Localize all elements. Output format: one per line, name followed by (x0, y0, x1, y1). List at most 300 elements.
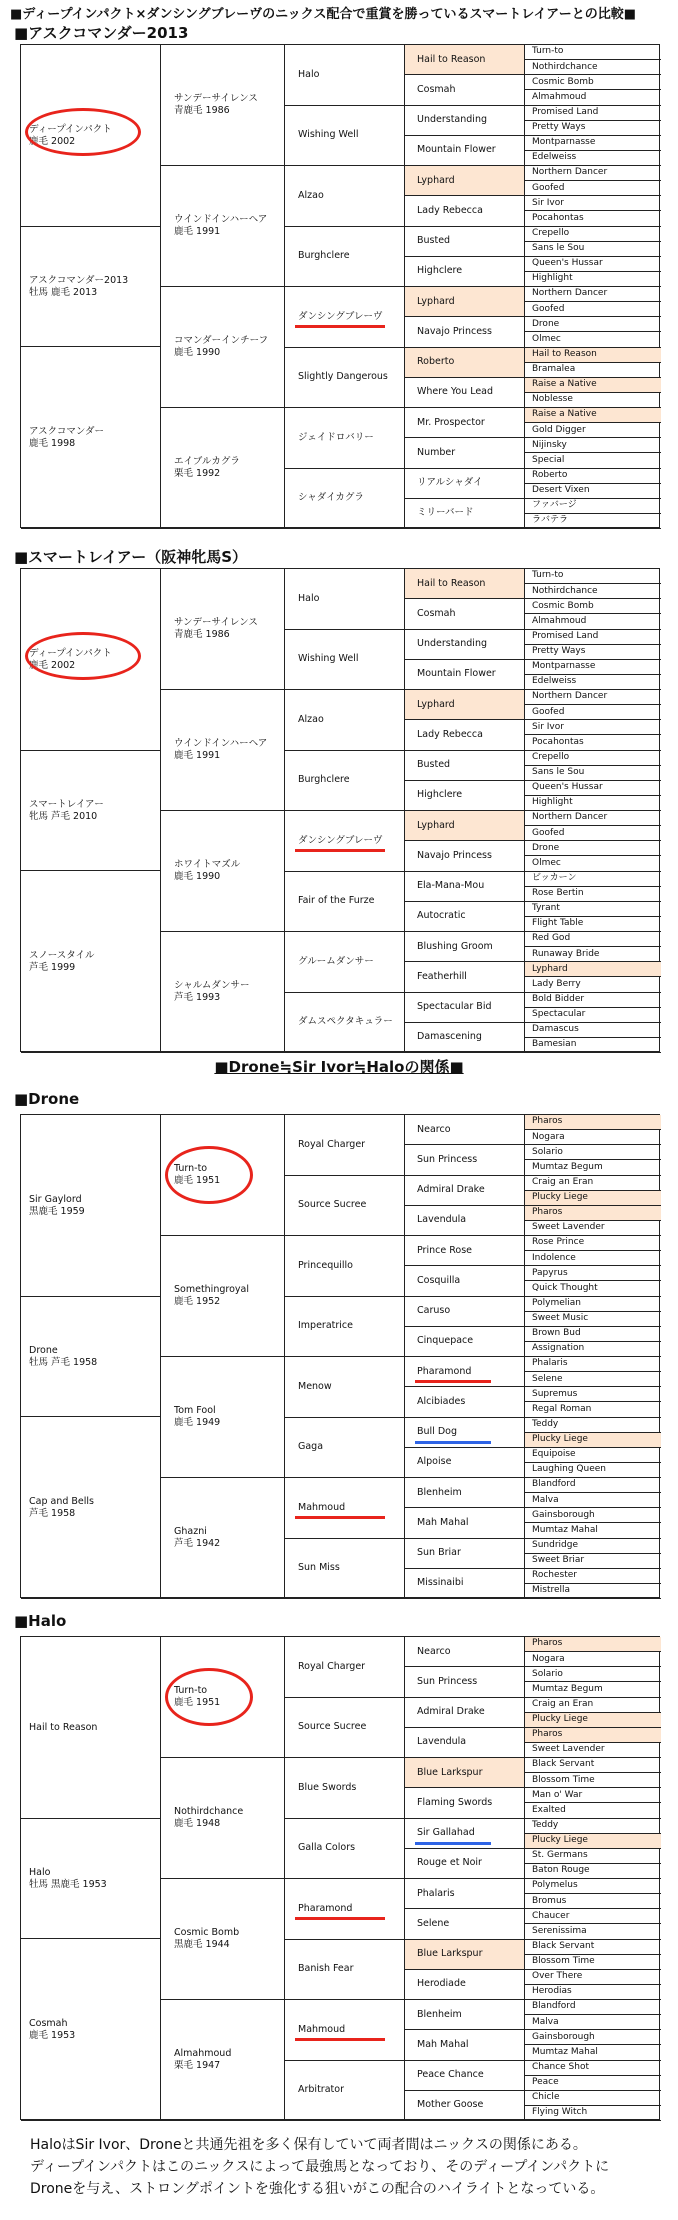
pedigree-cell-c5 (525, 947, 661, 962)
pedigree-cell-c5 (525, 423, 661, 438)
pedigree-cell-c5 (525, 1115, 661, 1130)
horse-name: Sir Ivor (532, 721, 564, 732)
pedigree-cell-c5 (525, 1652, 661, 1667)
horse-name: Blandford (532, 2001, 576, 2012)
horse-name: リアルシャダイ (417, 477, 483, 489)
pedigree-cell-c4 (405, 438, 525, 468)
horse-name: Nothirdchance (532, 585, 598, 596)
blue-underline (415, 1842, 491, 1845)
pedigree-cell-c4 (405, 1023, 525, 1053)
horse-name: Spectacular (532, 1009, 586, 1020)
pedigree-cell-c3 (285, 1418, 405, 1479)
pedigree-cell-c4 (405, 1539, 525, 1569)
pedigree-table-smart-layer (20, 568, 660, 1052)
pedigree-cell-c5 (525, 1266, 661, 1281)
pedigree-cell-c5 (525, 1773, 661, 1788)
pedigree-cell-c5 (525, 408, 661, 423)
pedigree-cell-c5 (525, 2091, 661, 2106)
pedigree-cell-c5 (525, 60, 661, 75)
horse-info: 青鹿毛 1986 (174, 105, 230, 116)
horse-name: Cosmic Bomb (532, 76, 594, 87)
pedigree-cell-c5 (525, 106, 661, 121)
pedigree-cell-c5 (525, 660, 661, 675)
horse-name: Northern Dancer (532, 167, 608, 178)
pedigree-cell-c4 (405, 1788, 525, 1818)
horse-name: Chicle (532, 2092, 560, 2103)
horse-name: Regal Roman (532, 1403, 592, 1414)
pedigree-cell-c5 (525, 1803, 661, 1818)
horse-name: Lyphard (417, 174, 455, 186)
horse-name: Goofed (532, 182, 565, 193)
pedigree-cell-c4 (405, 1387, 525, 1417)
pedigree-cell-c5 (525, 1508, 661, 1523)
pedigree-cell-c5 (525, 630, 661, 645)
red-underline (295, 849, 385, 852)
horse-info: 芦毛 1958 (29, 1507, 76, 1519)
pedigree-cell-c5 (525, 348, 661, 363)
pedigree-cell-c3 (285, 1758, 405, 1819)
horse-name: Sweet Lavender (532, 1222, 605, 1233)
horse-name: Alcibiades (417, 1395, 466, 1407)
pedigree-cell-c5 (525, 257, 661, 272)
horse-name: スマートレイアー (29, 798, 104, 810)
horse-info: 鹿毛 1953 (29, 2029, 76, 2041)
horse-name: Gainsborough (532, 1509, 595, 1520)
pedigree-cell-c4 (405, 2030, 525, 2060)
horse-name: Black Servant (532, 1940, 595, 1951)
red-underline (295, 325, 385, 328)
pedigree-cell-c1 (21, 1637, 161, 1819)
horse-name: シャダイカグラ (298, 492, 364, 504)
pedigree-cell-c4 (405, 630, 525, 660)
horse-name: Admiral Drake (417, 1706, 485, 1718)
horse-name: Turn-to (532, 570, 564, 581)
horse-name: Pharamond (417, 1365, 472, 1377)
horse-info: 芦毛 1993 (174, 992, 221, 1003)
horse-name: Mumtaz Begum (532, 1683, 603, 1694)
horse-info: 黒鹿毛 1944 (174, 1939, 230, 1950)
pedigree-cell-c4 (405, 993, 525, 1023)
horse-name: Laughing Queen (532, 1464, 606, 1475)
horse-name: Promised Land (532, 106, 599, 117)
horse-name: Understanding (417, 638, 487, 650)
pedigree-cell-c5 (525, 1433, 661, 1448)
horse-name: Ghazni (174, 1526, 207, 1538)
pedigree-cell-c4 (405, 1327, 525, 1357)
pedigree-cell-c2 (161, 690, 285, 811)
pedigree-cell-c5 (525, 751, 661, 766)
pedigree-cell-c5 (525, 766, 661, 781)
horse-name: Man o' War (532, 1789, 583, 1800)
pedigree-cell-c3 (285, 932, 405, 993)
pedigree-cell-c4 (405, 1508, 525, 1538)
horse-name: Pharamond (298, 1902, 353, 1914)
horse-name: Source Sucree (298, 1199, 367, 1211)
pedigree-cell-c4 (405, 1569, 525, 1599)
horse-name: Montparnasse (532, 137, 596, 148)
pedigree-cell-c5 (525, 887, 661, 902)
horse-name: Chance Shot (532, 2061, 590, 2072)
pedigree-cell-c5 (525, 1698, 661, 1713)
horse-name: エイブルカグラ (174, 456, 240, 468)
horse-name: Princequillo (298, 1259, 353, 1271)
horse-info: 鹿毛 1998 (29, 437, 76, 449)
pedigree-cell-c5 (525, 614, 661, 629)
horse-name: Blossom Time (532, 1774, 595, 1785)
pedigree-cell-c2 (161, 2000, 285, 2121)
pedigree-cell-c4 (405, 569, 525, 599)
horse-name: Queen's Hussar (532, 782, 603, 793)
pedigree-cell-c4 (405, 1297, 525, 1327)
horse-name: Noblesse (532, 394, 573, 405)
horse-name: Cosquilla (417, 1274, 461, 1286)
horse-name: ダンシングブレーヴ (298, 834, 383, 846)
horse-name: Bramalea (532, 364, 576, 375)
horse-name: Malva (532, 2016, 559, 2027)
horse-name: Blandford (532, 1479, 576, 1490)
pedigree-cell-c5 (525, 1008, 661, 1023)
horse-name: Mistrella (532, 1585, 571, 1596)
horse-name: Bold Bidder (532, 993, 585, 1004)
horse-name: Queen's Hussar (532, 258, 603, 269)
pedigree-table-drone (20, 1114, 660, 1598)
pedigree-cell-c4 (405, 348, 525, 378)
horse-name: Herodias (532, 1986, 572, 1997)
pedigree-cell-c5 (525, 302, 661, 317)
horse-name: Source Sucree (298, 1721, 367, 1733)
pedigree-cell-c4 (405, 257, 525, 287)
horse-name: Crepello (532, 751, 570, 762)
horse-name: ウインドインハーヘア (174, 214, 268, 226)
pedigree-cell-c1 (21, 1939, 161, 2121)
horse-name: Blue Larkspur (417, 1766, 483, 1778)
pedigree-cell-c2 (161, 45, 285, 166)
pedigree-cell-c5 (525, 1743, 661, 1758)
horse-name: Red God (532, 933, 571, 944)
horse-name: Craig an Eran (532, 1698, 594, 1709)
horse-name: Highlight (532, 797, 573, 808)
horse-name: スノースタイル (29, 949, 95, 961)
pedigree-cell-c5 (525, 272, 661, 287)
pedigree-cell-c3 (285, 569, 405, 630)
pedigree-cell-c3 (285, 1236, 405, 1297)
pedigree-cell-c5 (525, 1554, 661, 1569)
pedigree-cell-c3 (285, 45, 405, 106)
horse-name: Polymelus (532, 1880, 578, 1891)
pedigree-cell-c4 (405, 1849, 525, 1879)
pedigree-cell-c2 (161, 1758, 285, 1879)
horse-name: Mountain Flower (417, 144, 496, 156)
horse-name: Alpoise (417, 1456, 452, 1468)
horse-name: Equipoise (532, 1449, 576, 1460)
pedigree-cell-c5 (525, 932, 661, 947)
pedigree-cell-c4 (405, 1758, 525, 1788)
horse-name: Northern Dancer (532, 288, 608, 299)
horse-name: Cinquepace (417, 1335, 474, 1347)
pedigree-cell-c5 (525, 1682, 661, 1697)
horse-name: Northern Dancer (532, 691, 608, 702)
horse-name: Autocratic (417, 910, 466, 922)
horse-name: Rouge et Noir (417, 1857, 482, 1869)
horse-name: Indolence (532, 1252, 576, 1263)
pedigree-cell-c5 (525, 1191, 661, 1206)
horse-name: Assignation (532, 1343, 585, 1354)
pedigree-cell-c5 (525, 151, 661, 166)
horse-name: Royal Charger (298, 1660, 366, 1672)
horse-name: Gaga (298, 1441, 324, 1453)
pedigree-cell-c3 (285, 630, 405, 691)
horse-name: Caruso (417, 1305, 451, 1317)
horse-name: Flaming Swords (417, 1796, 493, 1808)
horse-name: Teddy (532, 1418, 559, 1429)
horse-name: Nothirdchance (174, 1806, 244, 1818)
pedigree-cell-c5 (525, 856, 661, 871)
horse-name: Teddy (532, 1819, 559, 1830)
pedigree-cell-c5 (525, 1894, 661, 1909)
horse-name: シャルムダンサー (174, 980, 250, 992)
pedigree-cell-c3 (285, 993, 405, 1054)
horse-name: Lavendula (417, 1736, 467, 1748)
pedigree-cell-c1 (21, 1297, 161, 1417)
pedigree-cell-c1 (21, 347, 161, 529)
pedigree-cell-c5 (525, 705, 661, 720)
pedigree-cell-c1 (21, 1417, 161, 1599)
pedigree-cell-c5 (525, 2030, 661, 2045)
horse-name: Goofed (532, 706, 565, 717)
horse-info: 芦毛 1942 (174, 1538, 221, 1549)
pedigree-cell-c5 (525, 1788, 661, 1803)
horse-name: Wishing Well (298, 653, 359, 665)
pedigree-cell-c4 (405, 720, 525, 750)
pedigree-cell-c5 (525, 796, 661, 811)
horse-name: Lyphard (417, 295, 455, 307)
pedigree-cell-c5 (525, 1176, 661, 1191)
horse-name: Tyrant (532, 903, 560, 914)
horse-name: Sans le Sou (532, 767, 585, 778)
horse-name: Edelweiss (532, 152, 577, 163)
pedigree-cell-c5 (525, 393, 661, 408)
horse-name: Menow (298, 1380, 332, 1392)
horse-info: 鹿毛 1952 (174, 1296, 221, 1307)
horse-name: サンデーサイレンス (174, 93, 258, 105)
horse-name: Exalted (532, 1804, 566, 1815)
horse-name: Blenheim (417, 1486, 462, 1498)
horse-name: Roberto (417, 356, 455, 368)
horse-name: Peace Chance (417, 2069, 484, 2081)
horse-name: Blenheim (417, 2008, 462, 2020)
horse-name: Raise a Native (532, 379, 597, 390)
horse-name: Nearco (417, 1123, 451, 1135)
horse-name: Rochester (532, 1570, 577, 1581)
horse-name: Navajo Princess (417, 325, 492, 337)
horse-name: Mountain Flower (417, 668, 496, 680)
horse-name: Somethingroyal (174, 1284, 249, 1296)
horse-info: 鹿毛 1990 (174, 871, 221, 882)
pedigree-table-halo (20, 1636, 660, 2120)
pedigree-cell-c4 (405, 1909, 525, 1939)
pedigree-cell-c4 (405, 841, 525, 871)
horse-name: Sans le Sou (532, 243, 585, 254)
horse-name: Cosmic Bomb (532, 600, 594, 611)
horse-name: Hail to Reason (417, 53, 486, 65)
pedigree-cell-c5 (525, 1236, 661, 1251)
horse-name: Papyrus (532, 1267, 568, 1278)
horse-info: 牡馬 芦毛 1958 (29, 1356, 98, 1368)
pedigree-cell-c5 (525, 317, 661, 332)
pedigree-cell-c5 (525, 1758, 661, 1773)
pedigree-cell-c3 (285, 408, 405, 469)
pedigree-cell-c1 (21, 1819, 161, 1939)
pedigree-cell-c3 (285, 811, 405, 872)
pedigree-cell-c5 (525, 363, 661, 378)
horse-name: Goofed (532, 827, 565, 838)
pedigree-cell-c4 (405, 1728, 525, 1758)
horse-name: St. Germans (532, 1850, 588, 1861)
horse-name: Burghclere (298, 774, 350, 786)
horse-name: Lyphard (417, 819, 455, 831)
pedigree-cell-c5 (525, 453, 661, 468)
pedigree-cell-c5 (525, 902, 661, 917)
pedigree-cell-c5 (525, 993, 661, 1008)
pedigree-cell-c5 (525, 287, 661, 302)
pedigree-cell-c4 (405, 1176, 525, 1206)
pedigree-cell-c5 (525, 1713, 661, 1728)
pedigree-cell-c5 (525, 1357, 661, 1372)
pedigree-cell-c5 (525, 1819, 661, 1834)
pedigree-cell-c2 (161, 287, 285, 408)
pedigree-cell-c2 (161, 408, 285, 529)
pedigree-cell-c5 (525, 484, 661, 499)
pedigree-cell-c5 (525, 181, 661, 196)
horse-name: Malva (532, 1494, 559, 1505)
horse-name: Crepello (532, 227, 570, 238)
pedigree-cell-c4 (405, 1236, 525, 1266)
pedigree-cell-c3 (285, 227, 405, 288)
pedigree-cell-c2 (161, 1357, 285, 1478)
horse-name: Sundridge (532, 1539, 578, 1550)
horse-info: 鹿毛 1990 (174, 347, 221, 358)
horse-name: Lavendula (417, 1214, 467, 1226)
horse-name: Sun Princess (417, 1675, 478, 1687)
horse-name: Pocahontas (532, 736, 584, 747)
horse-name: Missinaibi (417, 1577, 464, 1589)
pedigree-cell-c5 (525, 1130, 661, 1145)
pedigree-cell-c5 (525, 2015, 661, 2030)
pedigree-cell-c5 (525, 584, 661, 599)
horse-name: Galla Colors (298, 1842, 356, 1854)
pedigree-cell-c3 (285, 872, 405, 933)
horse-name: Bromus (532, 1895, 567, 1906)
pedigree-cell-c3 (285, 166, 405, 227)
red-underline (295, 1516, 385, 1519)
horse-name: Mah Mahal (417, 1516, 469, 1528)
pedigree-cell-c4 (405, 932, 525, 962)
horse-name: Cosmah (417, 607, 456, 619)
pedigree-cell-c4 (405, 1698, 525, 1728)
horse-info: 鹿毛 1951 (174, 1697, 221, 1708)
horse-name: Mahmoud (298, 1501, 346, 1513)
pedigree-cell-c5 (525, 1569, 661, 1584)
pedigree-cell-c5 (525, 781, 661, 796)
pedigree-cell-c4 (405, 378, 525, 408)
pedigree-cell-c4 (405, 1145, 525, 1175)
pedigree-cell-c1 (21, 227, 161, 347)
horse-name: Phalaris (417, 1887, 455, 1899)
horse-name: Selene (532, 1373, 563, 1384)
horse-name: アスクコマンダー2013 (29, 274, 129, 286)
pedigree-cell-c5 (525, 1372, 661, 1387)
pedigree-cell-c4 (405, 1115, 525, 1145)
pedigree-cell-c5 (525, 645, 661, 660)
pedigree-cell-c3 (285, 1115, 405, 1176)
horse-name: Selene (417, 1917, 450, 1929)
pedigree-cell-c3 (285, 348, 405, 409)
pedigree-cell-c2 (161, 1236, 285, 1357)
pedigree-heading-drone: ■Drone (14, 1090, 80, 1108)
note-line: HaloはSir Ivor、Droneと共通先祖を多く保有していて両者間はニックスの関係にある。 (30, 2137, 587, 2153)
pedigree-cell-c3 (285, 1637, 405, 1698)
pedigree-cell-c4 (405, 75, 525, 105)
horse-name: Plucky Liege (532, 1434, 588, 1445)
pedigree-cell-c5 (525, 872, 661, 887)
pedigree-cell-c4 (405, 106, 525, 136)
horse-name: Blushing Groom (417, 940, 493, 952)
pedigree-cell-c3 (285, 1478, 405, 1539)
pedigree-cell-c3 (285, 1357, 405, 1418)
pedigree-cell-c4 (405, 196, 525, 226)
horse-name: Highclere (417, 789, 463, 801)
pedigree-cell-c2 (161, 1879, 285, 2000)
horse-name: ダンシングブレーヴ (298, 310, 383, 322)
pedigree-cell-c5 (525, 977, 661, 992)
horse-name: Pharos (532, 1116, 563, 1127)
pedigree-cell-c5 (525, 1418, 661, 1433)
horse-name: Pharos (532, 1638, 563, 1649)
horse-info: 鹿毛 1991 (174, 750, 221, 761)
pedigree-cell-c5 (525, 1909, 661, 1924)
pedigree-cell-c5 (525, 75, 661, 90)
pedigree-cell-c3 (285, 690, 405, 751)
pedigree-cell-c4 (405, 811, 525, 841)
pedigree-cell-c5 (525, 121, 661, 136)
pedigree-cell-c2 (161, 932, 285, 1053)
horse-name: Lyphard (417, 698, 455, 710)
horse-info: 鹿毛 1948 (174, 1818, 221, 1829)
pedigree-cell-c5 (525, 1463, 661, 1478)
horse-name: Roberto (532, 469, 568, 480)
pedigree-cell-c4 (405, 781, 525, 811)
pedigree-cell-c5 (525, 1864, 661, 1879)
pedigree-cell-c5 (525, 1924, 661, 1939)
horse-name: Alzao (298, 189, 324, 201)
horse-name: Featherhill (417, 970, 467, 982)
pedigree-cell-c4 (405, 751, 525, 781)
horse-name: Mr. Prospector (417, 416, 485, 428)
pedigree-cell-c5 (525, 1637, 661, 1652)
horse-name: Peace (532, 2077, 559, 2088)
pedigree-cell-c5 (525, 826, 661, 841)
pedigree-cell-c5 (525, 166, 661, 181)
horse-name: Pharos (532, 1207, 563, 1218)
pedigree-cell-c5 (525, 211, 661, 226)
pedigree-cell-c4 (405, 1478, 525, 1508)
horse-name: Desert Vixen (532, 485, 590, 496)
horse-name: Olmec (532, 333, 561, 344)
pedigree-heading-halo: ■Halo (14, 1612, 67, 1630)
pedigree-cell-c4 (405, 1940, 525, 1970)
horse-name: Lady Rebecca (417, 728, 483, 740)
horse-name: Drone (532, 842, 560, 853)
